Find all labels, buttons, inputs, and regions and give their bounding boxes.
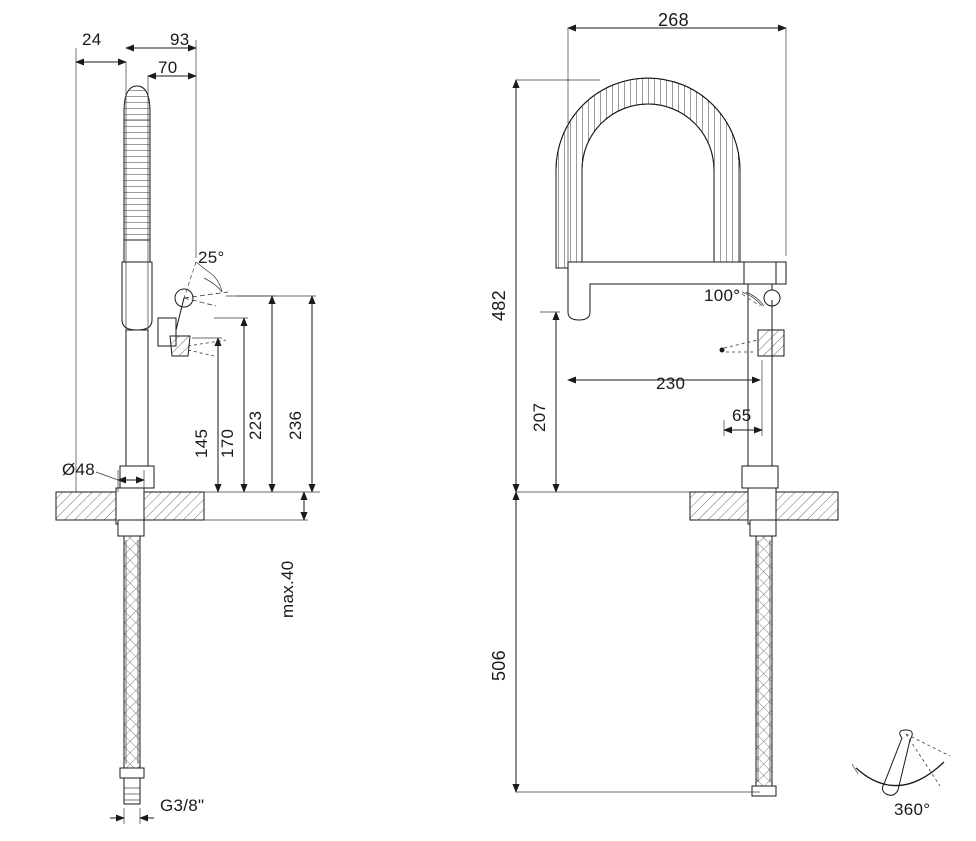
left-view-hose (120, 536, 144, 804)
left-view-vertical-dims (192, 296, 320, 492)
dim-label-207: 207 (530, 402, 549, 432)
left-view-body (120, 330, 154, 488)
dim-label-145: 145 (192, 428, 211, 458)
dim-label-diameter-48: Ø48 (62, 460, 96, 479)
right-view-counter-plate (690, 488, 838, 536)
dim-label-max-40: max.40 (278, 560, 297, 618)
dim-label-482: 482 (489, 290, 509, 321)
rotation-symbol (852, 730, 950, 795)
dim-label-angle-25: 25° (198, 248, 225, 267)
left-view-counter-plate (56, 488, 204, 536)
dim-label-65: 65 (732, 406, 752, 425)
dim-label-223: 223 (246, 410, 265, 440)
right-view-hose (752, 536, 776, 796)
right-view-coil-hose (556, 78, 740, 268)
dim-label-93: 93 (170, 30, 190, 49)
dim-label-506: 506 (489, 650, 509, 681)
right-view-body (742, 284, 778, 488)
rotation-symbol-label: 360° (894, 800, 931, 819)
left-view-max40-dim (204, 492, 308, 520)
dim-label-268: 268 (658, 10, 689, 30)
dim-label-thread-g38: G3/8" (160, 796, 205, 815)
dim-label-236: 236 (286, 410, 305, 440)
dim-label-230: 230 (656, 374, 686, 393)
left-view-spout-head (122, 86, 152, 330)
dim-label-angle-100: 100° (704, 286, 741, 305)
dim-label-24: 24 (82, 30, 102, 49)
dim-label-70: 70 (158, 58, 178, 77)
left-view-angle-25 (214, 276, 222, 292)
dim-label-170: 170 (218, 428, 237, 458)
